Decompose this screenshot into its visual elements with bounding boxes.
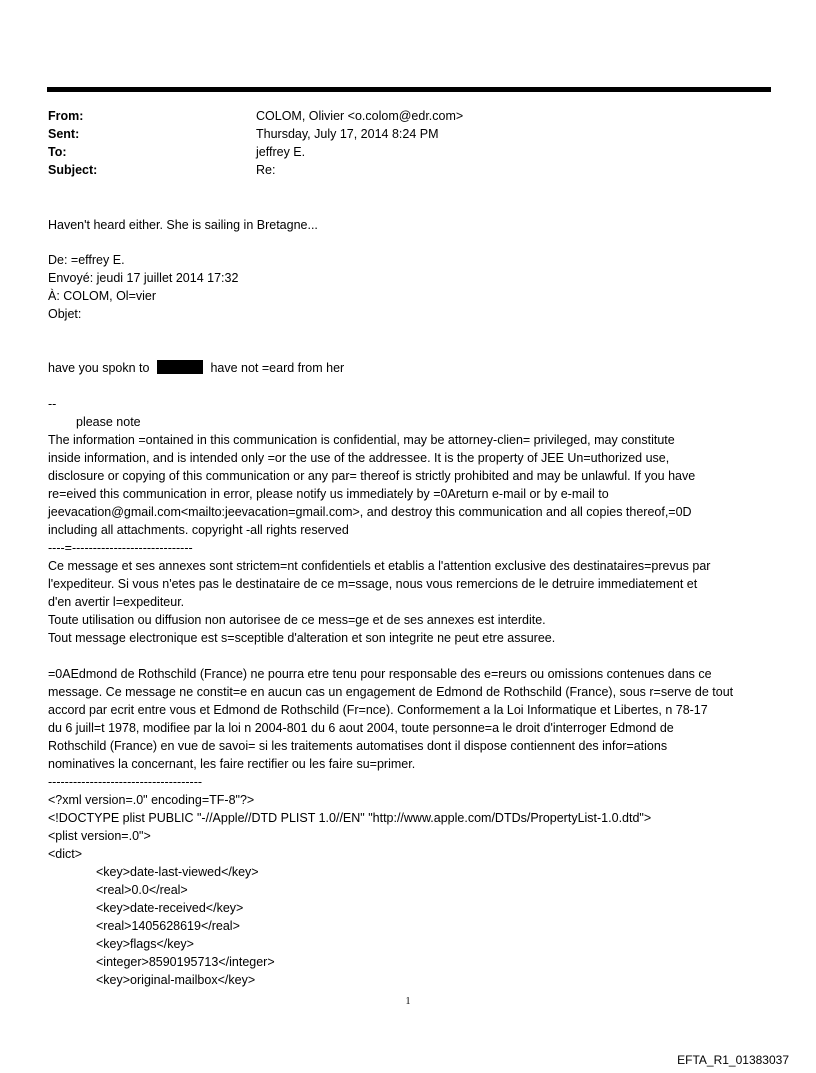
xml-line: <real>1405628619</real> xyxy=(96,919,240,933)
edr-line: accord par ecrit entre vous et Edmond de Rothschild (Fr=nce). Conformement a la Loi Informatique et Libertes, n 78-17 xyxy=(48,703,708,717)
quoted-sent: Envoyé: jeudi 17 juillet 2014 17:32 xyxy=(48,271,239,285)
xml-line: <key>date-received</key> xyxy=(96,901,244,915)
subject-label: Subject: xyxy=(48,163,98,177)
edr-line: =0AEdmond de Rothschild (France) ne pourra etre tenu pour responsable des e=reurs ou omissions contenues dans ce xyxy=(48,667,712,681)
edr-line: message. Ce message ne constit=e en aucun cas un engagement de Edmond de Rothschild (France), sous r=serve de tout xyxy=(48,685,734,699)
quoted-to: À: COLOM, Ol=vier xyxy=(48,289,157,303)
to-value: jeffrey E. xyxy=(256,145,306,159)
disclaimer-line: Ce message et ses annexes sont strictem=nt confidentiels et etablis a l'attention exclusive des destinataires=prevus par xyxy=(48,559,711,573)
edr-line: du 6 juill=t 1978, modifiee par la loi n 2004-801 du 6 aout 2004, toute personne=a le droit d'interroger Edmond de xyxy=(48,721,674,735)
notice-line: inside information, and is intended only =or the use of the addressee. It is the property of JEE Un=uthorized use, xyxy=(48,451,670,465)
notice-line: re=eived this communication in error, please notify us immediately by =0Areturn e-mail or by e-mail to xyxy=(48,487,609,501)
edr-line: Rothschild (France) en vue de savoi= si les traitements automatises dont il dispose contiennent des infor=ations xyxy=(48,739,668,753)
to-label: To: xyxy=(48,145,67,159)
separator-line: ----=----------------------------- xyxy=(48,541,193,555)
xml-line: <?xml version=.0" encoding=TF-8"?> xyxy=(48,793,255,807)
subject-value: Re: xyxy=(256,163,276,177)
quoted-subject: Objet: xyxy=(48,307,82,321)
xml-line: <!DOCTYPE plist PUBLIC "-//Apple//DTD PLIST 1.0//EN" "http://www.apple.com/DTDs/PropertyList-1.0.dtd"> xyxy=(48,811,652,825)
disclaimer-line: Toute utilisation ou diffusion non autorisee de ce mess=ge et de ses annexes est interdite. xyxy=(48,613,546,627)
disclaimer-line: d'en avertir l=expediteur. xyxy=(48,595,185,609)
notice-line: disclosure or copying of this communication or any par= thereof is strictly prohibited and may be unlawful. If you have xyxy=(48,469,696,483)
disclaimer-line: l'expediteur. Si vous n'etes pas le destinataire de ce m=ssage, nous vous remercions de le detruire immediatement et xyxy=(48,577,698,591)
edr-line: nominatives la concernant, les faire rectifier ou les faire su=primer. xyxy=(48,757,416,771)
from-value: COLOM, Olivier <o.colom@edr.com> xyxy=(256,109,464,123)
from-label: From: xyxy=(48,109,84,123)
xml-line: <real>0.0</real> xyxy=(96,883,188,897)
sent-label: Sent: xyxy=(48,127,80,141)
notice-line: including all attachments. copyright -all rights reserved xyxy=(48,523,349,537)
page-number: 1 xyxy=(405,996,411,1007)
xml-line: <plist version=.0"> xyxy=(48,829,151,843)
bates-stamp: EFTA_R1_01383037 xyxy=(677,1053,789,1067)
xml-line: <key>original-mailbox</key> xyxy=(96,973,256,987)
separator-line: ------------------------------------- xyxy=(48,775,203,789)
disclaimer-line: Tout message electronique est s=sceptible d'alteration et son integrite ne peut etre assuree. xyxy=(48,631,556,645)
please-note: please note xyxy=(76,415,141,429)
quoted-message-end: have not =eard from her xyxy=(210,361,345,375)
separator-dashes: -- xyxy=(48,397,57,411)
quoted-message-start: have you spokn to xyxy=(48,361,150,375)
sent-value: Thursday, July 17, 2014 8:24 PM xyxy=(256,127,439,141)
reply-text: Haven't heard either. She is sailing in Bretagne... xyxy=(48,218,318,232)
notice-line: The information =ontained in this communication is confidential, may be attorney-clien= privileged, may constitute xyxy=(48,433,675,447)
xml-line: <integer>8590195713</integer> xyxy=(96,955,275,969)
quoted-from: De: =effrey E. xyxy=(48,253,125,267)
xml-line: <key>date-last-viewed</key> xyxy=(96,865,259,879)
xml-line: <dict> xyxy=(48,847,83,861)
redaction-box xyxy=(157,360,203,374)
xml-line: <key>flags</key> xyxy=(96,937,194,951)
quoted-message xyxy=(48,359,344,377)
notice-line: jeevacation@gmail.com<mailto:jeevacation=gmail.com>, and destroy this communication and all copies thereof,=0D xyxy=(48,505,692,519)
header-rule xyxy=(47,87,771,92)
